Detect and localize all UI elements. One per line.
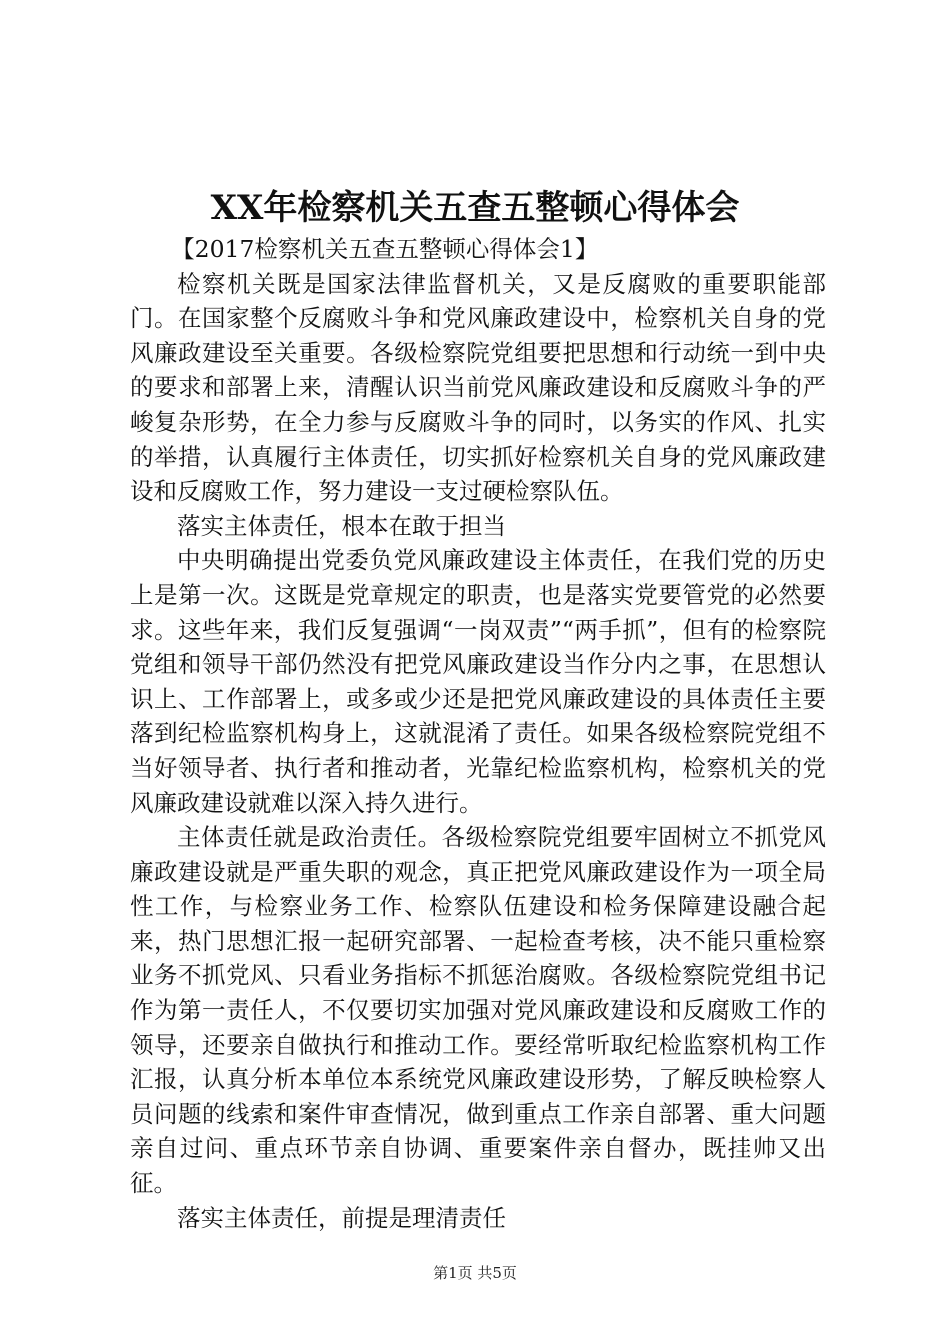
paragraph-intro: 检察机关既是国家法律监督机关，又是反腐败的重要职能部门。在国家整个反腐败斗争和党风廉政建设中，检察机关自身的党风廉政建设至关重要。各级检察院党组要把思想和行动统一到中央的要求和部署上来，清醒认识当前党风廉政建设和反腐败斗争的严峻复杂形势，在全力参与反腐败斗争的同时，以务实的作风、扎实的举措，认真履行主体责任，切实抓好检察机关自身的党风廉政建设和反腐败工作，努力建设一支过硬检察队伍。: [130, 269, 826, 506]
section-heading-2: 落实主体责任，前提是理清责任: [177, 1203, 506, 1232]
section-heading-1: 落实主体责任，根本在敢于担当: [177, 511, 506, 540]
paragraph-political-responsibility: 主体责任就是政治责任。各级检察院党组要牢固树立不抓党风廉政建设就是严重失职的观念，真正把党风廉政建设作为一项全局性工作，与检察业务工作、检察队伍建设和检务保障建设融合起来，热门思想汇报一起研究部署、一起检查考核，决不能只重检察业务不抓党风、只看业务指标不抓惩治腐败。各级检察院党组书记作为第一责任人，不仅要切实加强对党风廉政建设和反腐败工作的领导，还要亲自做执行和推动工作。要经常听取纪检监察机构工作汇报，认真分析本单位本系统党风廉政建设形势，了解反映检察人员问题的线索和案件审查情况，做到重点工作亲自部署、重大问题亲自过问、重点环节亲自协调、重要案件亲自督办，既挂帅又出征。: [130, 823, 826, 1198]
page-footer: 第1页 共5页: [433, 1264, 517, 1282]
source-note: 【2017检察机关五查五整顿心得体会1】: [171, 235, 599, 263]
document-title: XX年检察机关五查五整顿心得体会: [210, 188, 740, 228]
paragraph-responsibility: 中央明确提出党委负党风廉政建设主体责任，在我们党的历史上是第一次。这既是党章规定的职责，也是落实党要管党的必然要求。这些年来，我们反复强调“一岗双责”“两手抓”，但有的检察院党组和领导干部仍然没有把党风廉政建设当作分内之事，在思想认识上、工作部署上，或多或少还是把党风廉政建设的具体责任主要落到纪检监察机构身上，这就混淆了责任。如果各级检察院党组不当好领导者、执行者和推动者，光靠纪检监察机构，检察机关的党风廉政建设就难以深入持久进行。: [130, 546, 826, 817]
document-body: [130, 232, 826, 1235]
